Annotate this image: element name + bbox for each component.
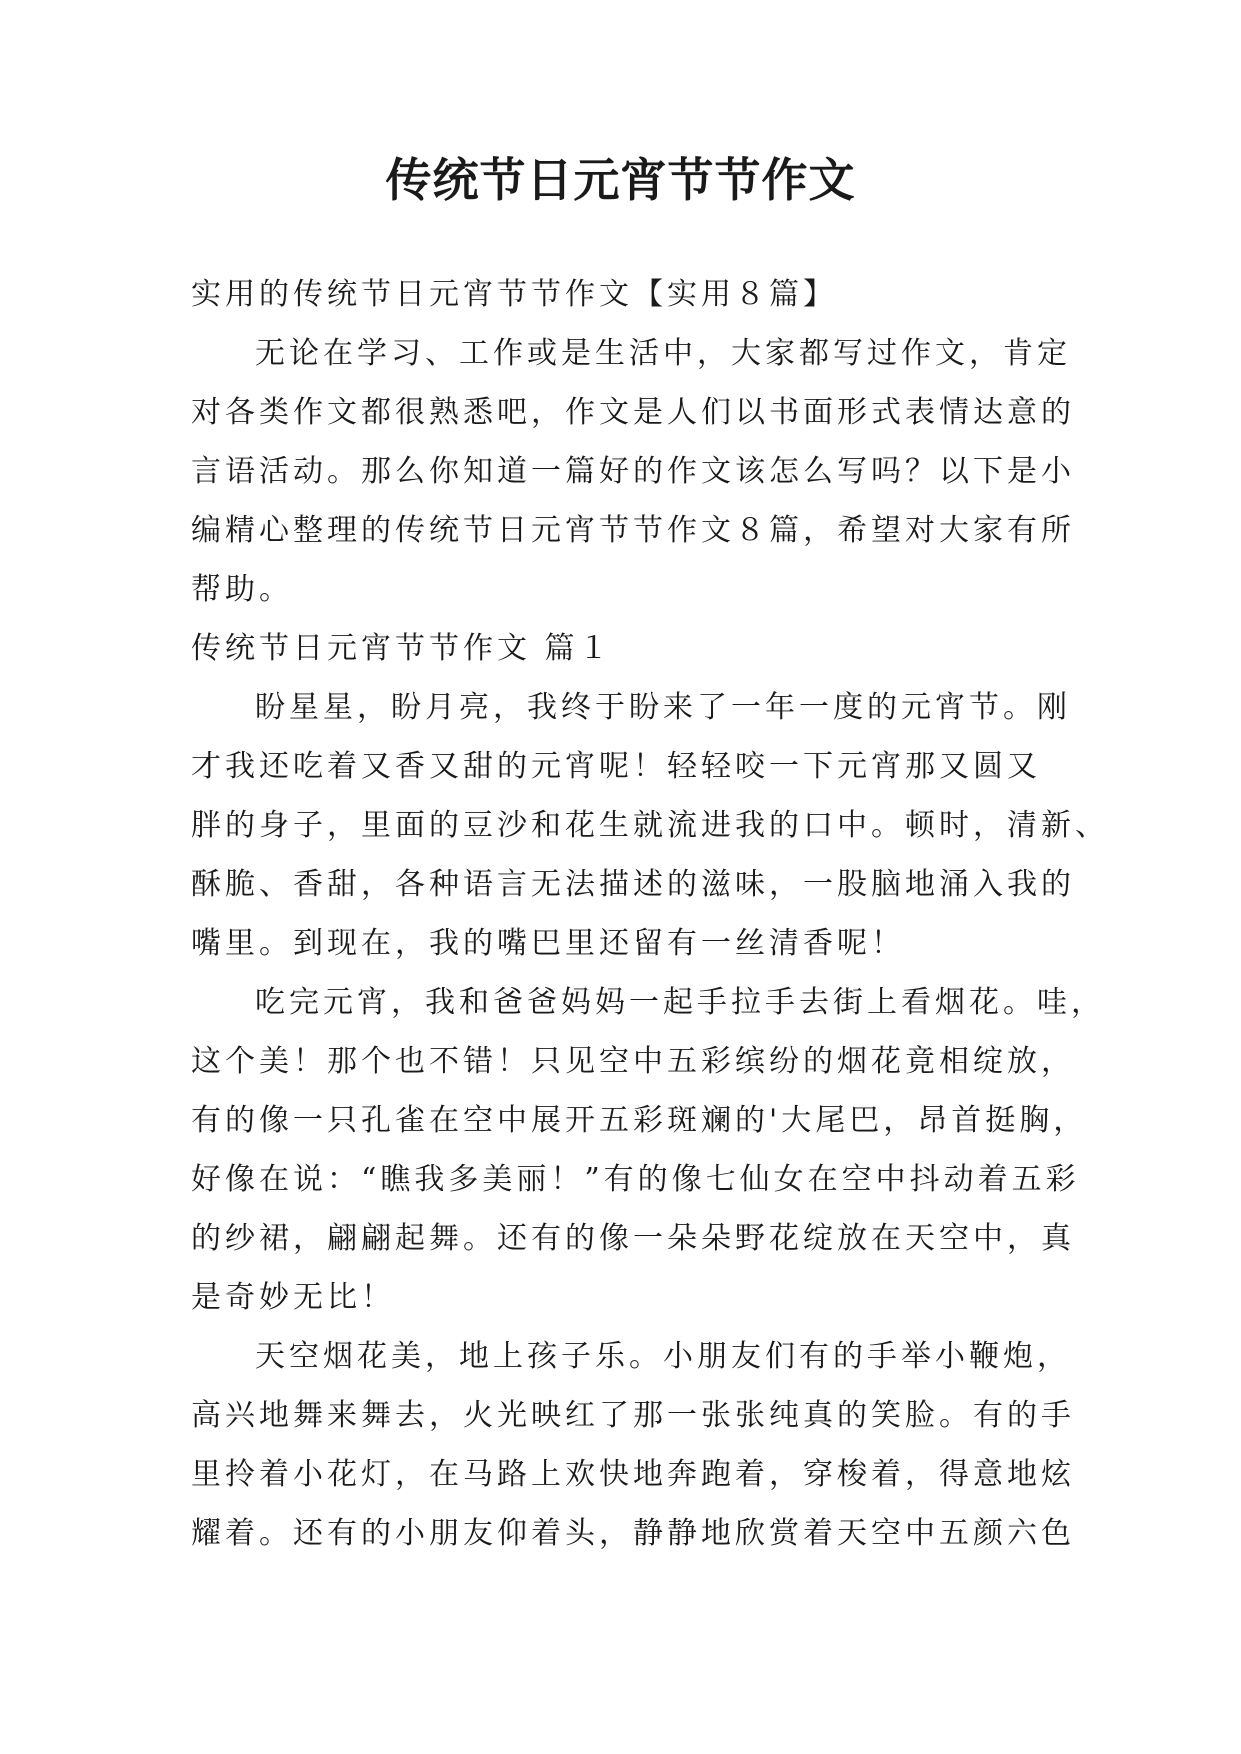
paragraph-line: 耀着。还有的小朋友仰着头，静静地欣赏着天空中五颜六色	[191, 1516, 1075, 1551]
paragraph-line: 高兴地舞来舞去，火光映红了那一张张纯真的笑脸。有的手	[191, 1398, 1075, 1433]
intro-line: 编精心整理的传统节日元宵节节作文８篇，希望对大家有所	[191, 513, 1075, 548]
paragraph-line: 有的像一只孔雀在空中展开五彩斑斓的'大尾巴，昂首挺胸，	[191, 1103, 1088, 1138]
intro-line: 无论在学习、工作或是生活中，大家都写过作文，肯定	[255, 336, 1071, 371]
document-body	[191, 265, 1109, 1563]
paragraph-line: 嘴里。到现在，我的嘴巴里还留有一丝清香呢！	[191, 926, 905, 961]
paragraph-line: 才我还吃着又香又甜的元宵呢！轻轻咬一下元宵那又圆又	[191, 749, 1041, 784]
intro-line: 对各类作文都很熟悉吧，作文是人们以书面形式表情达意的	[191, 395, 1075, 430]
body-paragraph-3	[191, 1327, 1075, 1563]
paragraph-line: 盼星星，盼月亮，我终于盼来了一年一度的元宵节。刚	[255, 690, 1071, 725]
paragraph-line: 酥脆、香甜，各种语言无法描述的滋味，一股脑地涌入我的	[191, 867, 1075, 902]
document-title: 传统节日元宵节节作文	[385, 153, 856, 207]
paragraph-line: 里拎着小花灯，在马路上欢快地奔跑着，穿梭着，得意地炫	[191, 1457, 1075, 1492]
paragraph-line: 这个美！那个也不错！只见空中五彩缤纷的烟花竟相绽放，	[191, 1044, 1075, 1079]
intro-line: 言语活动。那么你知道一篇好的作文该怎么写吗？以下是小	[191, 454, 1075, 489]
body-paragraph-1	[191, 678, 1109, 973]
paragraph-line: 吃完元宵，我和爸爸妈妈一起手拉手去街上看烟花。哇，	[255, 985, 1105, 1020]
paragraph-line: 天空烟花美，地上孩子乐。小朋友们有的手举小鞭炮，	[255, 1339, 1071, 1374]
paragraph-line: 的纱裙，翩翩起舞。还有的像一朵朵野花绽放在天空中，真	[191, 1221, 1075, 1256]
section-heading: 传统节日元宵节节作文 篇１	[191, 631, 613, 666]
intro-paragraph	[191, 324, 1075, 619]
paragraph-line: 好像在说：“瞧我多美丽！”有的像七仙女在空中抖动着五彩	[191, 1162, 1080, 1197]
body-paragraph-2	[191, 973, 1105, 1327]
paragraph-line: 胖的身子，里面的豆沙和花生就流进我的口中。顿时，清新、	[191, 808, 1109, 843]
intro-line: 帮助。	[191, 572, 293, 607]
paragraph-line: 是奇妙无比！	[191, 1280, 395, 1315]
subtitle-line: 实用的传统节日元宵节节作文【实用８篇】	[191, 277, 837, 312]
